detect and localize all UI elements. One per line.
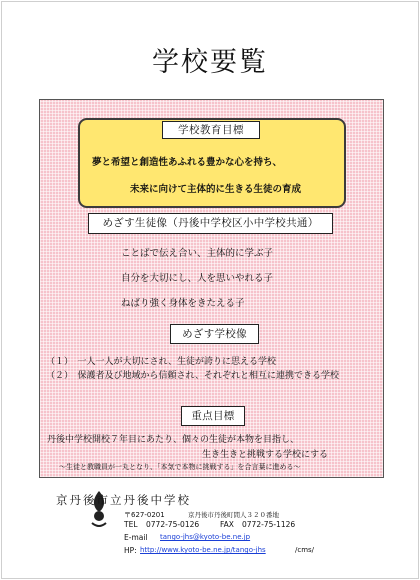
- school-name: 京丹後市立丹後中学校: [56, 493, 191, 507]
- homepage-link[interactable]: http://www.kyoto-be.ne.jp/tango-jhs: [140, 546, 266, 554]
- homepage-link-suffix: /cms/: [295, 546, 315, 554]
- fax-label: FAX: [220, 520, 234, 529]
- fax-number: 0772-75-1126: [242, 520, 296, 529]
- tel-number: 0772-75-0126: [146, 520, 200, 529]
- email-label: E-mail: [124, 533, 148, 542]
- student-image-item: ことばで伝え合い、主体的に学ぶ子: [121, 248, 274, 259]
- focus-goal-label: 重点目標: [181, 406, 245, 426]
- student-image-item: 自分を大切にし、人を思いやれる子: [121, 273, 274, 284]
- focus-goal-line-2: 生き生きと挑戦する学校にする: [202, 450, 329, 460]
- postal-code: 〒627-0201: [124, 511, 165, 519]
- student-image-item: ねばり強く身体をきたえる子: [121, 298, 245, 309]
- education-goal-line-1: 夢と希望と創造性あふれる豊かな心を持ち、: [92, 157, 283, 168]
- email-link[interactable]: tango-jhs@kyoto-be.ne.jp: [160, 533, 251, 541]
- school-image-item: （１） 一人一人が大切にされ、生徒が誇りに思える学校: [46, 357, 277, 367]
- student-image-label: めざす生徒像（丹後中学校区小中学校共通）: [88, 213, 333, 234]
- document-title: 学校要覧: [152, 47, 268, 78]
- education-goal-label: 学校教育目標: [162, 121, 260, 139]
- school-image-item: （２） 保護者及び地域から信頼され、それぞれと相互に連携できる学校: [46, 371, 340, 381]
- school-image-label: めざす学校像: [170, 324, 259, 344]
- homepage-label: HP:: [124, 546, 137, 555]
- focus-goal-line-1: 丹後中学校開校７年目にあたり、個々の生徒が本物を目指し、: [47, 435, 300, 445]
- tel-label: TEL: [124, 520, 138, 529]
- school-address: 京丹後市丹後町間人３２０番地: [188, 511, 279, 519]
- focus-goal-motto: ～生徒と教職員が一丸となり、「本気で本物に挑戦する」を合言葉に進める～: [59, 463, 301, 471]
- education-goal-line-2: 未来に向けて主体的に生きる生徒の育成: [130, 184, 302, 195]
